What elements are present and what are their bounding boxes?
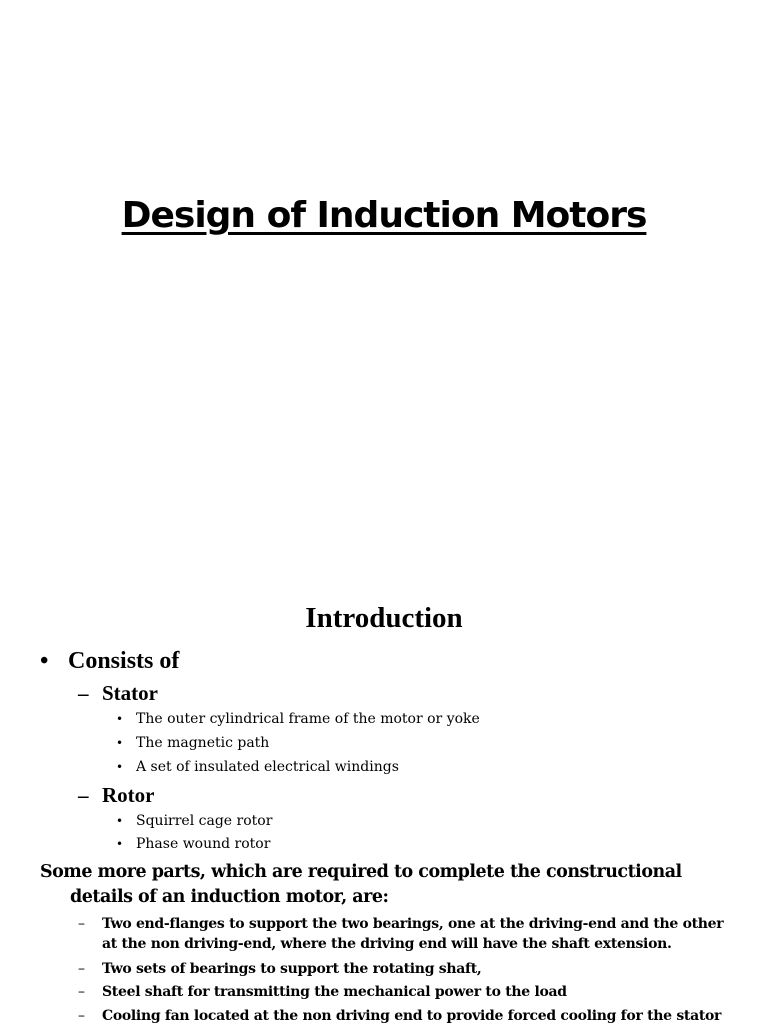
part-text: Cooling fan located at the non driving end to provide forced cooling for the stator xyxy=(102,1008,722,1024)
list-item xyxy=(116,811,272,831)
stator-item-text: The magnetic path xyxy=(136,735,270,751)
stator-item xyxy=(78,680,158,706)
section-title: Introduction xyxy=(305,602,463,634)
list-item xyxy=(116,757,399,777)
rotor-label: Rotor xyxy=(102,783,155,807)
part-text: Two sets of bearings to support the rotating shaft, xyxy=(102,961,482,977)
stator-item-text: The outer cylindrical frame of the motor or yoke xyxy=(136,711,480,727)
more-parts-line: Some more parts, which are required to complete the constructional xyxy=(40,862,682,882)
list-item xyxy=(116,834,270,854)
consists-of-label: Consists of xyxy=(68,648,180,674)
rotor-item-text: Phase wound rotor xyxy=(136,836,271,852)
part-text: Two end-flanges to support the two bearings, one at the driving-end and the other at the non driving-end, where the driving end will have the shaft extension. xyxy=(102,916,724,952)
bullet-icon: • xyxy=(116,837,124,851)
rotor-item-text: Squirrel cage rotor xyxy=(136,813,273,829)
rotor-item xyxy=(78,782,154,808)
list-item xyxy=(78,1006,738,1026)
bullet-icon: • xyxy=(116,814,124,828)
list-item xyxy=(78,914,738,954)
list-item xyxy=(116,733,269,753)
list-item xyxy=(78,982,738,1002)
dash-icon: – xyxy=(78,681,89,705)
bullet-icon: • xyxy=(116,712,124,726)
stator-item-text: A set of insulated electrical windings xyxy=(136,759,399,775)
more-parts-paragraph xyxy=(40,860,740,910)
dash-icon: – xyxy=(78,984,85,1000)
introduction-slide xyxy=(0,596,768,1024)
bullet-icon: • xyxy=(40,648,49,674)
bullet-icon: • xyxy=(116,760,124,774)
bullet-icon: • xyxy=(116,736,124,750)
part-text: Steel shaft for transmitting the mechanical power to the load xyxy=(102,984,567,1000)
consists-of-item xyxy=(40,646,179,676)
dash-icon: – xyxy=(78,916,85,932)
stator-label: Stator xyxy=(102,681,158,705)
dash-icon: – xyxy=(78,783,89,807)
slide-title: Design of Induction Motors xyxy=(121,195,647,236)
dash-icon: – xyxy=(78,1008,85,1024)
list-item xyxy=(116,709,480,729)
dash-icon: – xyxy=(78,961,85,977)
more-parts-line: details of an induction motor, are: xyxy=(70,887,389,907)
list-item xyxy=(78,959,738,979)
